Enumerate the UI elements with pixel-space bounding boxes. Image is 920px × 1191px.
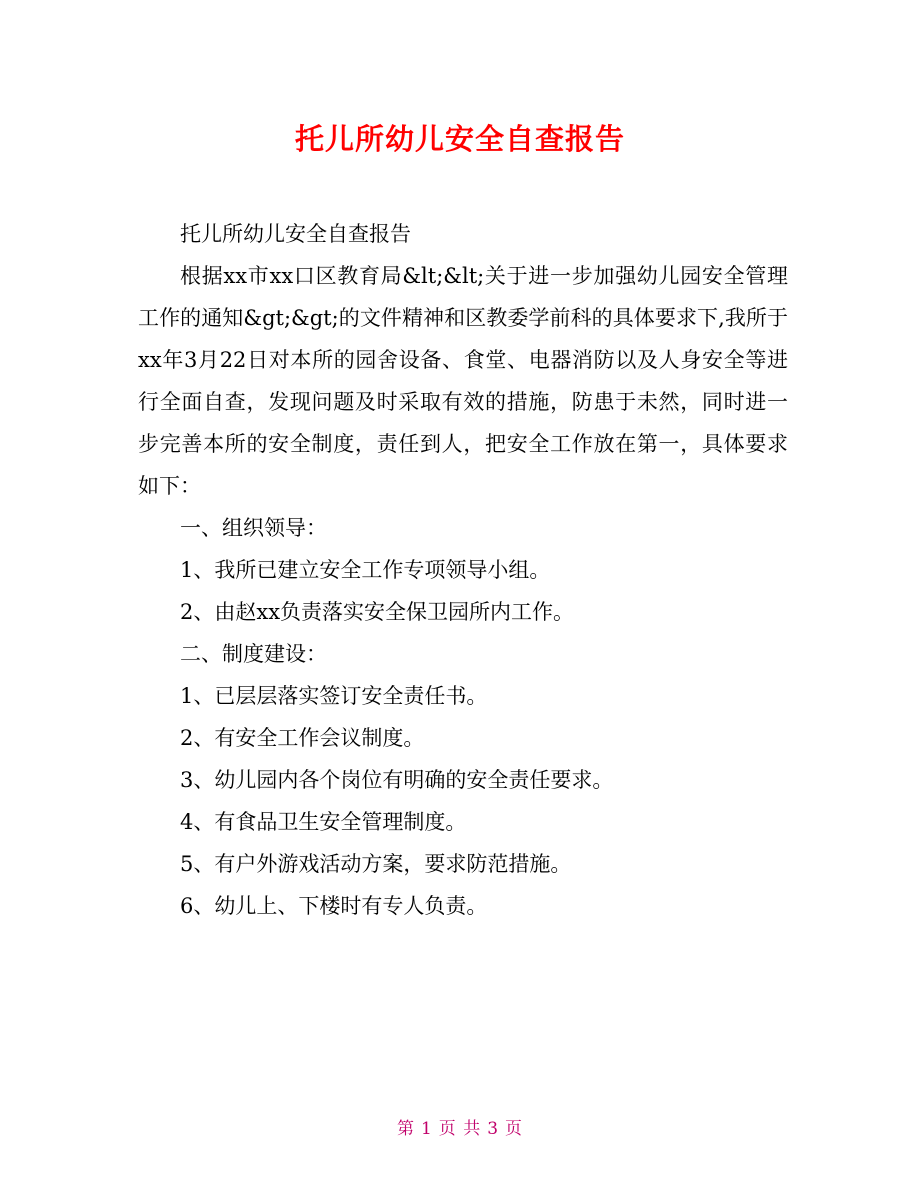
list-item: 2、有安全工作会议制度。: [180, 726, 425, 750]
list-item: 3、幼儿园内各个岗位有明确的安全责任要求。: [180, 768, 614, 792]
list-item: 1、已层层落实签订安全责任书。: [180, 684, 488, 708]
intro-paragraph: 根据xx市xx口区教育局&lt;&lt;关于进一步加强幼儿园安全管理工作的通知&gt;&gt;的文件精神和区教委学前科的具体要求下,我所于xx年3月22日对本所的园舍设备、食堂、电器消防以及人身安全等进行全面自查，发现问题及时采取有效的措施，防患于未然，同时进一步完善本所的安全制度，责任到人，把安全工作放在第一，具体要求如下：: [138, 264, 788, 498]
list-item: 2、由赵xx负责落实安全保卫园所内工作。: [180, 600, 575, 624]
section-heading-organization: 一、组织领导：: [180, 516, 327, 540]
document-body: [138, 213, 788, 927]
section-heading-system: 二、制度建设：: [180, 642, 327, 666]
list-item: 6、幼儿上、下楼时有专人负责。: [180, 894, 488, 918]
footer-total-pages: 3: [487, 1119, 500, 1139]
document-title: 托儿所幼儿安全自查报告: [294, 122, 625, 156]
list-item: 4、有食品卫生安全管理制度。: [180, 810, 467, 834]
list-item: 5、有户外游戏活动方案，要求防范措施。: [180, 852, 572, 876]
document-subtitle: 托儿所幼儿安全自查报告: [180, 222, 411, 246]
footer-current-page: 1: [420, 1119, 433, 1139]
page-footer: [0, 1114, 920, 1139]
footer-mid: 页 共: [438, 1119, 482, 1139]
footer-prefix: 第: [396, 1119, 415, 1139]
list-item: 1、我所已建立安全工作专项领导小组。: [180, 558, 551, 582]
footer-suffix: 页: [505, 1119, 524, 1139]
